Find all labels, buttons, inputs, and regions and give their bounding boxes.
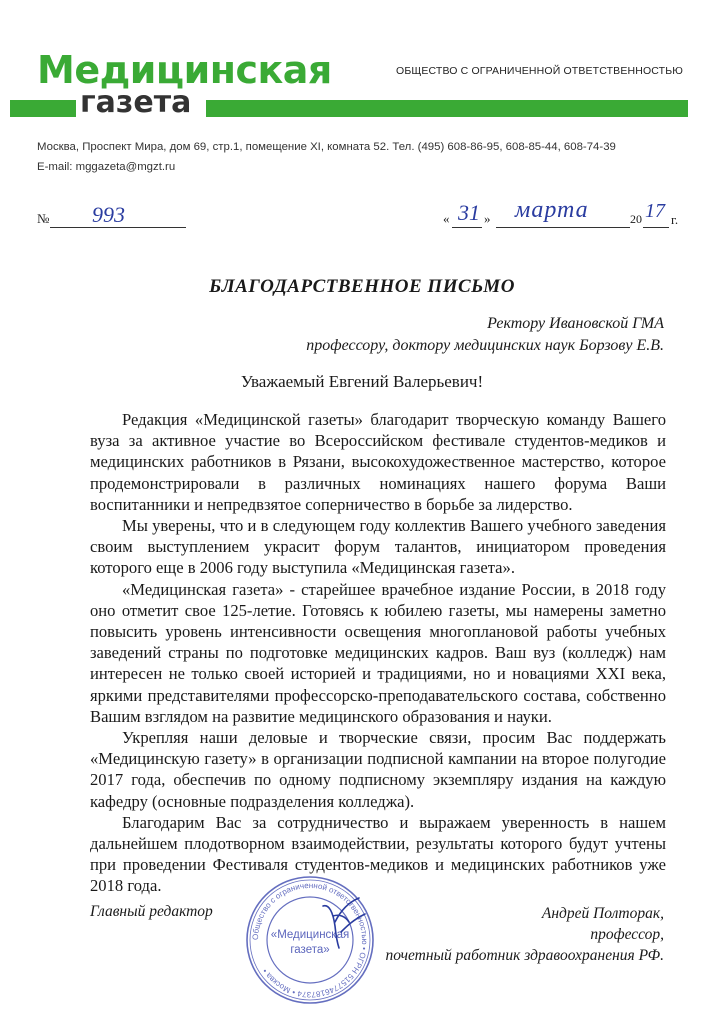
logo-bar-left <box>10 100 76 117</box>
greeting: Уважаемый Евгений Валерьевич! <box>240 372 484 391</box>
signatory-position: Главный редактор <box>90 903 213 920</box>
body-paragraph: «Медицинская газета» - старейшее врачебное издание России, в 2018 году оно отметит свое 125-летие. Готовясь к юбилею газеты, мы намерены заметно повысить уровень интенсивности освещения многоплановой работы учебных заведений страны по подготовке медицинских кадров. Ваш вуз (колледж) нам интересен не только своей историей и традициями, но и новациями XXI века, яркими представителями профессорско-преподавательского состава, собственно Вашим взглядом на развитие медицинского образования и науки. <box>90 579 666 726</box>
handwritten-signature <box>315 892 375 962</box>
date-suffix: г. <box>671 212 679 227</box>
number-handwritten: 993 <box>92 202 125 227</box>
addressee-line-2: профессору, доктору медицинских наук Борзову Е.В. <box>306 337 664 354</box>
body-paragraph: Укрепляя наши деловые и творческие связи, просим Вас поддержать «Медицинскую газету» в организации подписной кампании на второе полугодие 2017 года, обеспечив по одному подписному экземпляру издания на каждую кафедру (основные подразделения колледжа). <box>90 728 666 811</box>
letter-body <box>90 409 666 897</box>
date-month-handwritten: марта <box>515 197 589 223</box>
date-month-underline <box>496 227 630 228</box>
date-open-quote: « <box>443 211 450 226</box>
email-line: E-mail: mggazeta@mgzt.ru <box>37 161 176 173</box>
org-type-label: ОБЩЕСТВО С ОГРАНИЧЕННОЙ ОТВЕТСТВЕННОСТЬЮ <box>396 65 684 77</box>
stamp-ring-text: Общество с ограниченной ответственностью • ОГРН 5157746187374 • Москва • <box>250 880 370 1000</box>
stamp-center-line-1: «Медицинская <box>270 929 350 941</box>
addressee-line-1: Ректору Ивановской ГМА <box>487 315 664 332</box>
date-year-underline <box>643 227 669 228</box>
date-day-underline <box>452 227 482 228</box>
body-paragraph: Мы уверены, что и в следующем году коллектив Вашего учебного заведения своим выступлением украсит форум талантов, инициатором проведения которого еще в 2006 году выступила «Медицинская газета». <box>90 516 666 578</box>
date-day-handwritten: 31 <box>458 200 480 225</box>
logo-bar-right <box>206 100 688 117</box>
signatory-honor: почетный работник здравоохранения РФ. <box>385 947 664 964</box>
signatory-block <box>385 903 664 966</box>
signatory-name: Андрей Полторак, <box>541 905 664 922</box>
body-paragraph: Благодарим Вас за сотрудничество и выражаем уверенность в нашем дальнейшем плодотворном взаимодействии, результаты которого будут учтены при проведении Фестиваля студентов-медиков и медицинских работников уже 2018 года. <box>90 812 666 896</box>
date-year-handwritten: 17 <box>645 200 665 222</box>
stamp-center-line-2: газета» <box>290 944 330 956</box>
number-label: № <box>37 211 50 226</box>
body-paragraph: Редакция «Медицинской газеты» благодарит творческую команду Вашего вуза за активное участие во Всероссийском фестивале студентов-медиков и медицинских работников в Рязани, высокохудожественное мастерство, которое продемонстрировали в различных номинациях нашего форума Ваши воспитанники и непредвзятое соперничество в борьбе за лидерство. <box>90 410 666 514</box>
signatory-title: профессор, <box>590 926 664 943</box>
address-line: Москва, Проспект Мира, дом 69, стр.1, помещение XI, комната 52. Тел. (495) 608-86-95, 608-85-44, 608-74-39 <box>37 141 616 153</box>
logo-wordmark-main: Медицинская <box>37 48 332 92</box>
letter-title: БЛАГОДАРСТВЕННОЕ ПИСЬМО <box>209 276 515 297</box>
date-year-prefix: 20 <box>630 212 642 226</box>
logo-wordmark-sub: газета <box>80 85 192 120</box>
date-close-quote: » <box>484 211 491 226</box>
contact-block <box>37 137 616 177</box>
